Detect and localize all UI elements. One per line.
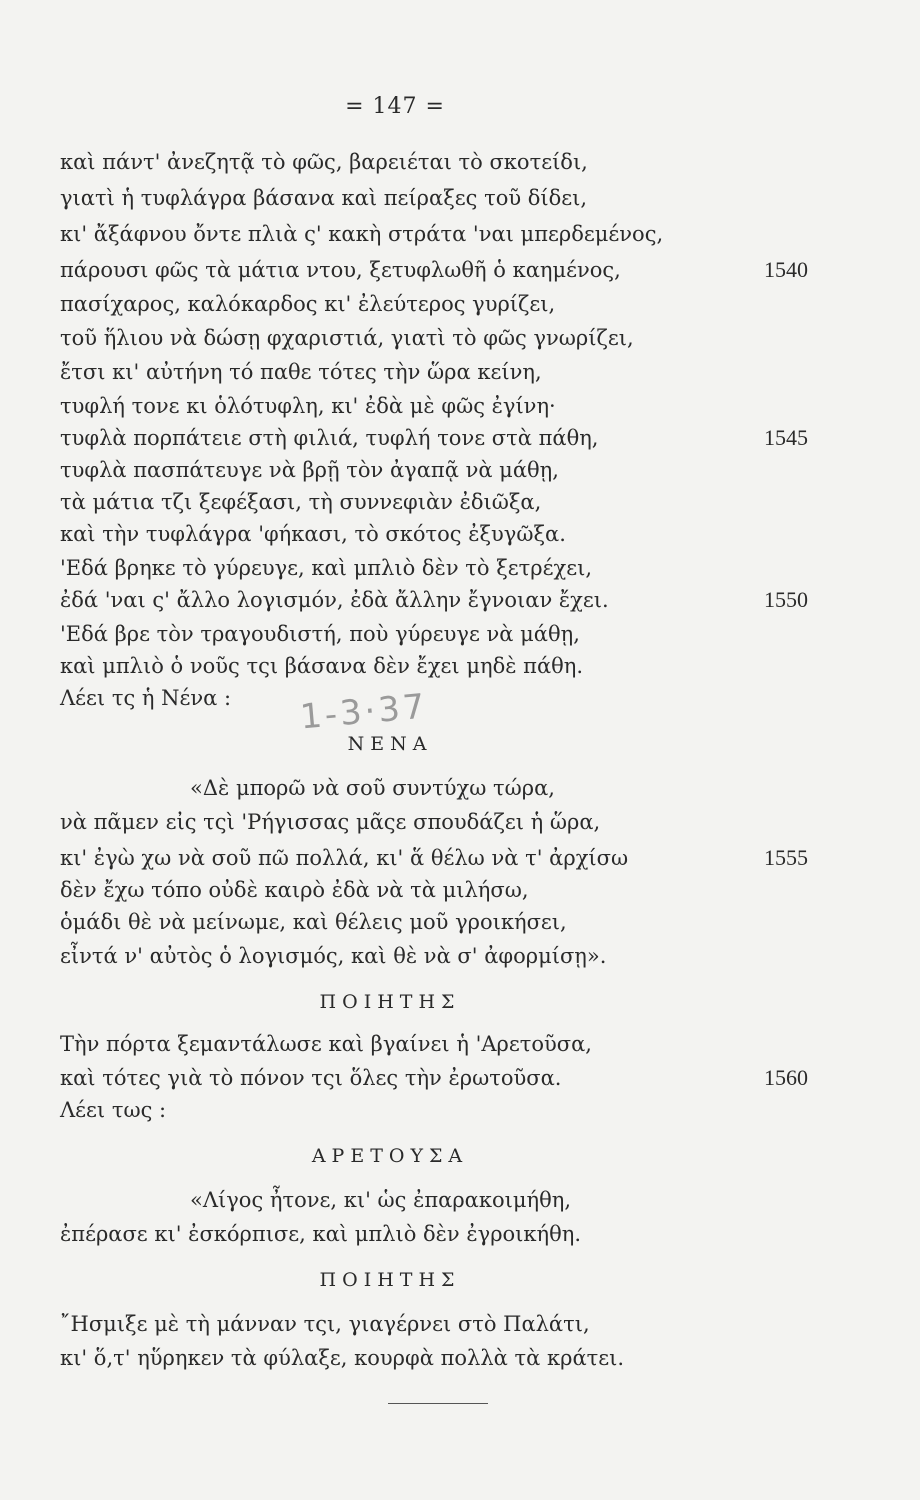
verse-line: νὰ πᾶμεν εἰς τςὶ 'Ρήγισσας μᾶςε σπουδάζει ἡ ὥρα, bbox=[60, 810, 601, 834]
verse-line: καὶ τότες γιὰ τὸ πόνον τςι ὅλες τὴν ἐρωτοῦσα. bbox=[60, 1066, 562, 1090]
verse-line: κι' ὅ,τ' ηὕρηκεν τὰ φύλαξε, κουρφὰ πολλὰ τὰ κράτει. bbox=[60, 1346, 625, 1370]
speaker-heading: ΑΡΕΤΟΥΣΑ bbox=[311, 1145, 469, 1167]
line-number: 1540 bbox=[764, 257, 808, 282]
line-number: 1550 bbox=[764, 587, 808, 612]
verse-line: ῎Ησμιξε μὲ τὴ μάνναν τςι, γιαγέρνει στὸ Παλάτι, bbox=[60, 1312, 590, 1336]
verse-line: 'Εδά βρηκε τὸ γύρευγε, καὶ μπλιὸ δὲν τὸ ξετρέχει, bbox=[60, 556, 592, 580]
verse-line: καὶ μπλιὸ ὁ νοῦς τςι βάσανα δὲν ἔχει μηδὲ πάθη. bbox=[60, 654, 584, 678]
verse-line: Λέει τς ἡ Νένα : bbox=[60, 686, 232, 710]
verse-line: Λέει τως : bbox=[60, 1098, 167, 1122]
speaker-heading: ΝΕΝΑ bbox=[347, 733, 433, 755]
verse-line: εἶντά ν' αὐτὸς ὁ λογισμός, καὶ θὲ νὰ σ' ἀφορμίσῃ». bbox=[60, 944, 607, 968]
verse-line: «Λίγος ἦτονε, κι' ὡς ἐπαρακοιμήθη, bbox=[190, 1188, 571, 1212]
verse-line: καὶ τὴν τυφλάγρα 'φήκασι, τὸ σκότος ἐξυγῶξα. bbox=[60, 522, 566, 546]
verse-line: κι' ἄξάφνου ὄντε πλιὰ ς' κακὴ στράτα 'ναι μπερδεμένος, bbox=[60, 222, 664, 246]
verse-line: τυφλὰ πασπάτευγε νὰ βρῇ τὸν ἀγαπᾷ νὰ μάθῃ, bbox=[60, 458, 559, 482]
verse-line: πάρουσι φῶς τὰ μάτια ντου, ξετυφλωθῆ ὁ καημένος, bbox=[60, 258, 621, 282]
verse-line: ὁμάδι θὲ νὰ μείνωμε, καὶ θέλεις μοῦ γροικήσει, bbox=[60, 910, 567, 934]
verse-line: «Δὲ μπορῶ νὰ σοῦ συντύχω τώρα, bbox=[190, 776, 555, 800]
line-number: 1555 bbox=[764, 845, 808, 870]
verse-line: δὲν ἔχω τόπο οὐδὲ καιρὸ ἐδὰ νὰ τὰ μιλήσω, bbox=[60, 878, 529, 902]
verse-line: ἔτσι κι' αὐτήνη τό παθε τότες τὴν ὥρα κείνη, bbox=[60, 360, 542, 384]
verse-line: γιατὶ ἡ τυφλάγρα βάσανα καὶ πείραξες τοῦ δίδει, bbox=[60, 186, 588, 210]
verse-line: 'Εδά βρε τὸν τραγουδιστή, ποὺ γύρευγε νὰ μάθῃ, bbox=[60, 622, 580, 646]
verse-line: ἐδά 'ναι ς' ἄλλο λογισμόν, ἐδὰ ἄλλην ἔγνοιαν ἔχει. bbox=[60, 588, 609, 612]
line-number: 1560 bbox=[764, 1065, 808, 1090]
verse-line: Τὴν πόρτα ξεμαντάλωσε καὶ βγαίνει ἡ 'Αρετοῦσα, bbox=[60, 1032, 592, 1056]
verse-line: τὰ μάτια τζι ξεφέξασι, τὴ συννεφιὰν ἐδιῶξα, bbox=[60, 490, 542, 514]
verse-line: ἐπέρασε κι' ἐσκόρπισε, καὶ μπλιὸ δὲν ἐγροικήθη. bbox=[60, 1222, 582, 1246]
verse-line: πασίχαρος, καλόκαρδος κι' ἐλεύτερος γυρίζει, bbox=[60, 292, 556, 316]
speaker-heading: ΠΟΙΗΤΗΣ bbox=[319, 1269, 461, 1291]
verse-line: τυφλὰ πορπάτειε στὴ φιλιά, τυφλή τονε στὰ πάθη, bbox=[60, 426, 599, 450]
closing-rule bbox=[388, 1403, 488, 1404]
verse-line: τοῦ ἥλιου νὰ δώσῃ φχαριστιά, γιατὶ τὸ φῶς γνωρίζει, bbox=[60, 326, 634, 350]
verse-line: κι' ἐγὼ χω νὰ σοῦ πῶ πολλά, κι' ἅ θέλω νὰ τ' ἀρχίσω bbox=[60, 846, 629, 870]
speaker-heading: ΠΟΙΗΤΗΣ bbox=[319, 991, 461, 1013]
handwritten-annotation: 1-3·37 bbox=[298, 686, 430, 738]
verse-line: καὶ πάντ' ἀνεζητᾷ τὸ φῶς, βαρειέται τὸ σκοτείδι, bbox=[60, 150, 588, 174]
line-number: 1545 bbox=[764, 425, 808, 450]
verse-line: τυφλή τονε κι ὁλότυφλη, κι' ἐδὰ μὲ φῶς ἐγίνη· bbox=[60, 394, 556, 418]
page-number: = 147 = bbox=[345, 94, 445, 119]
